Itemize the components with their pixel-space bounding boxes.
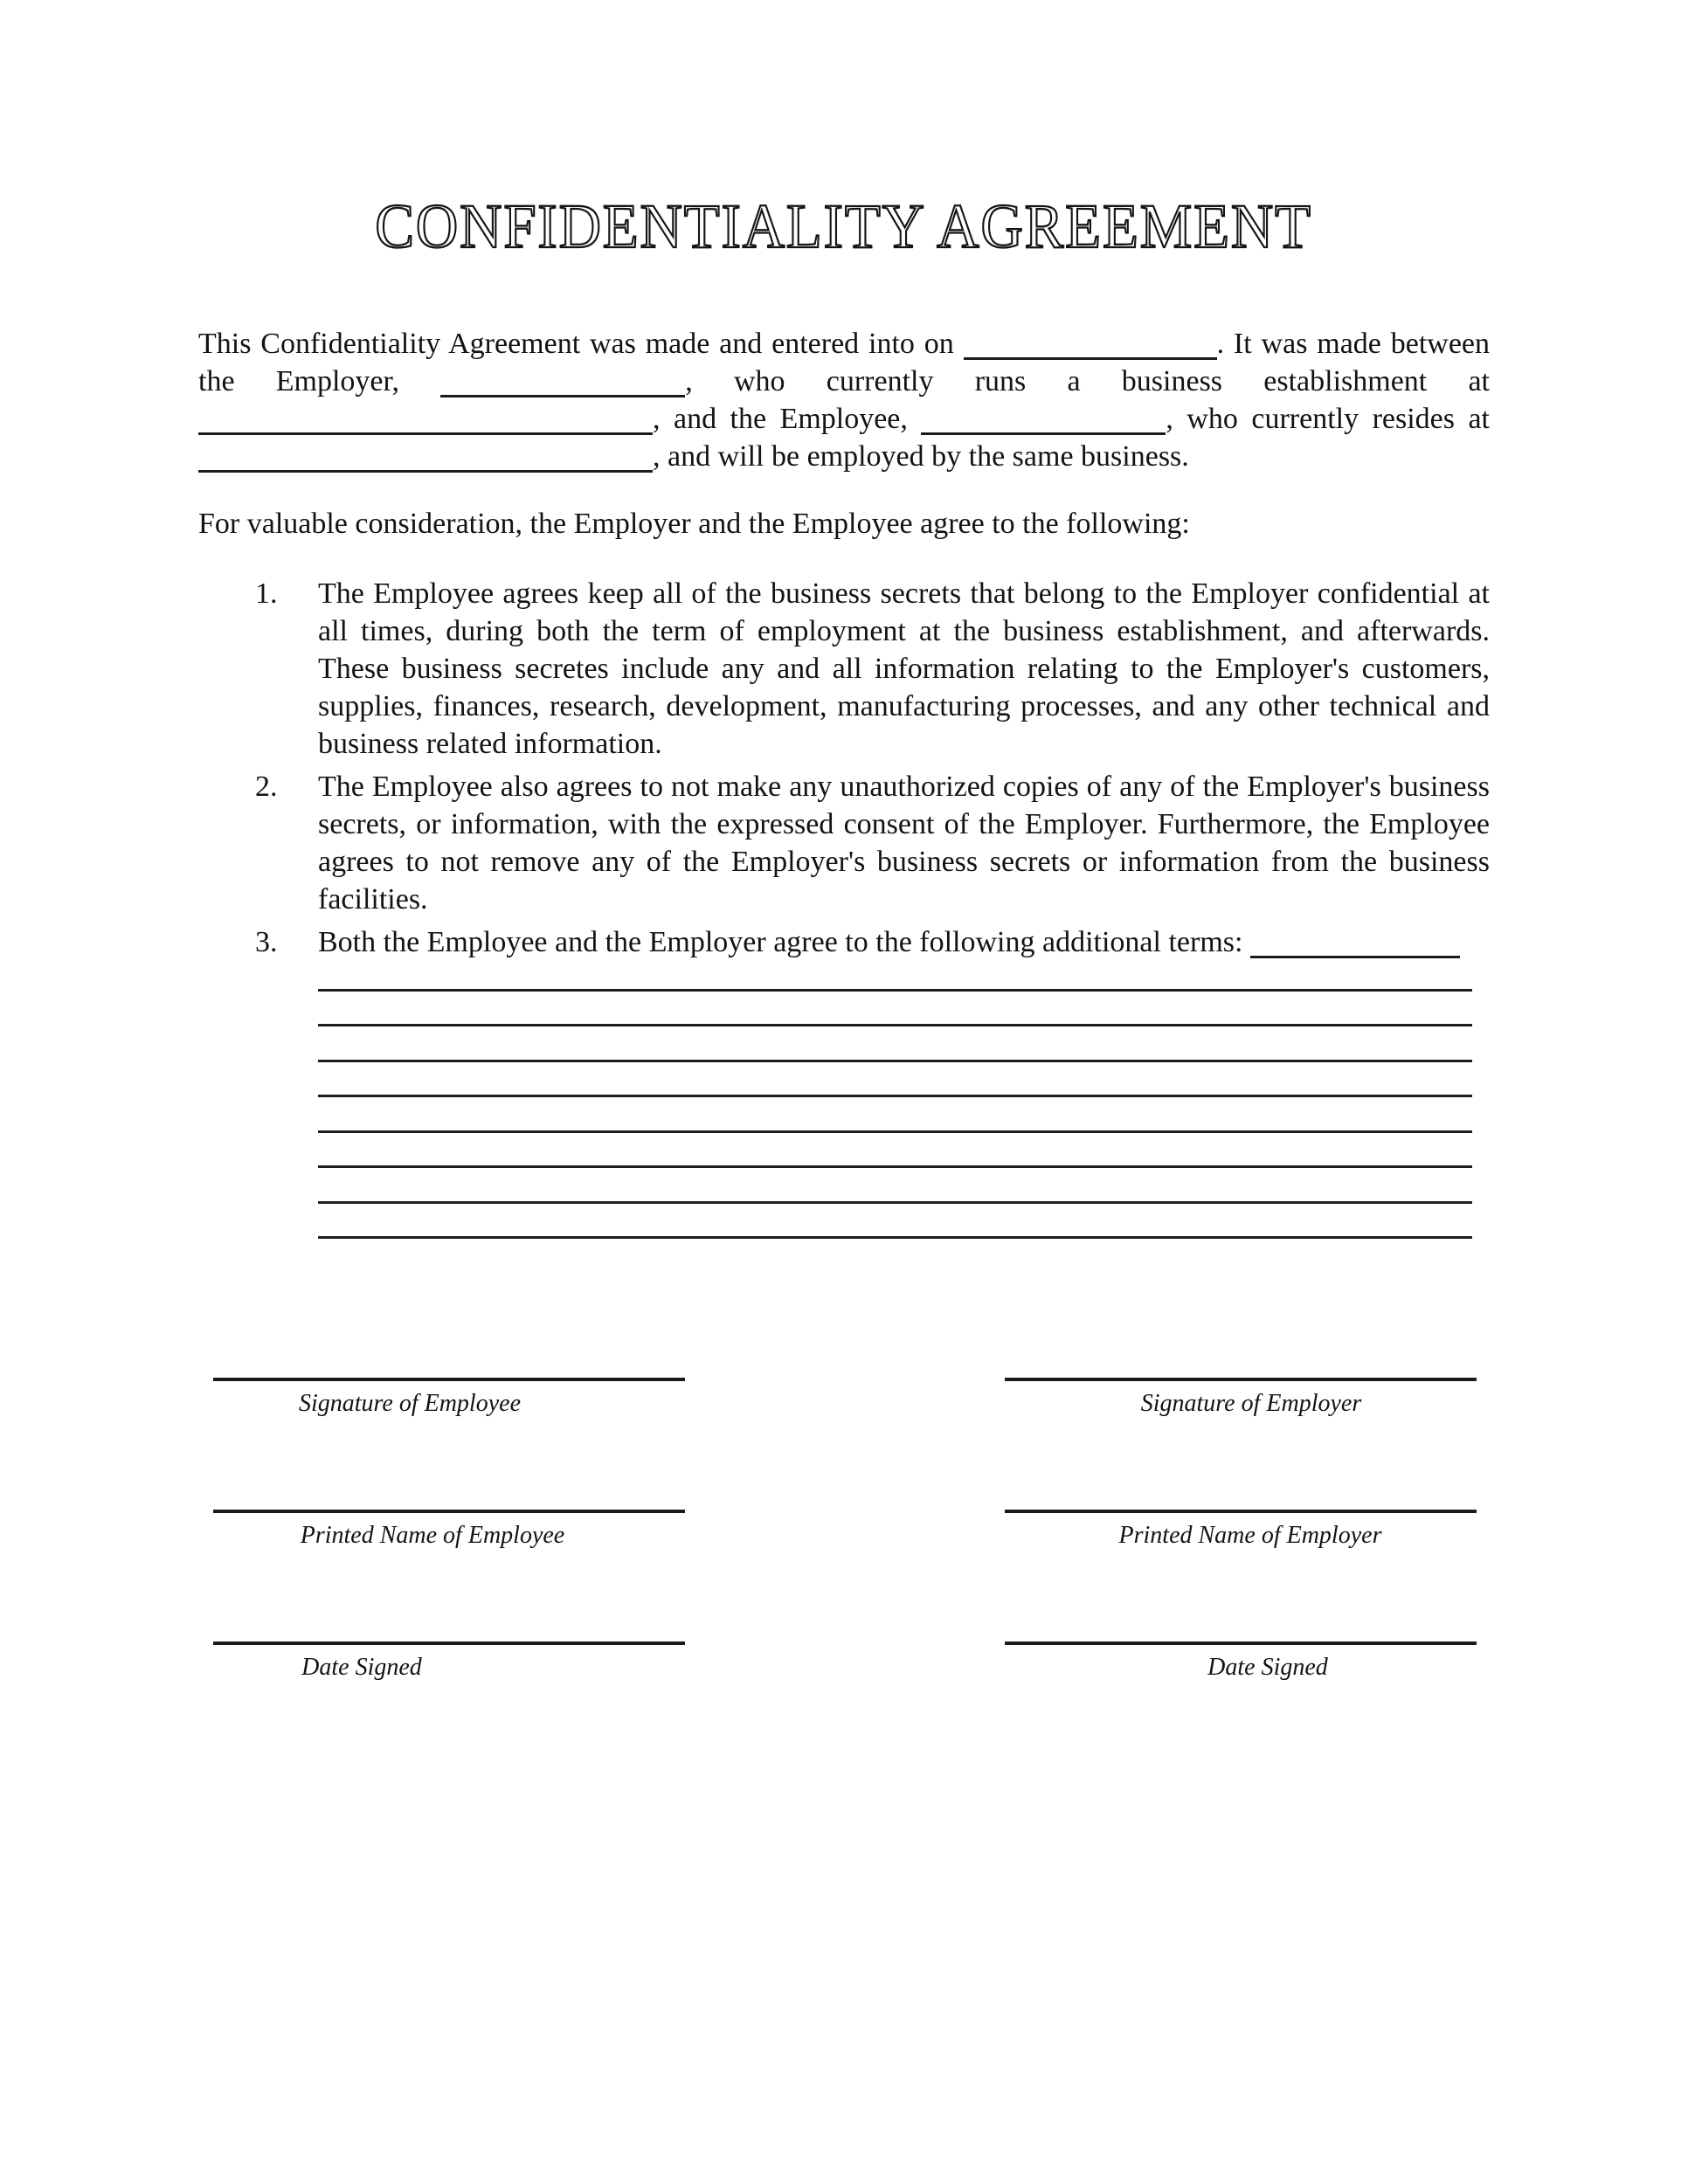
clause-text: Both the Employee and the Employer agree to the following additional terms: — [318, 923, 1490, 961]
writing-line[interactable] — [318, 1204, 1472, 1240]
writing-line[interactable] — [318, 1133, 1472, 1169]
signature-label: Signature of Employer — [1140, 1390, 1362, 1417]
fill-in-blank[interactable] — [964, 357, 1217, 360]
page-title — [198, 191, 1490, 261]
signature-section — [198, 1378, 1490, 1683]
signature-line[interactable] — [213, 1510, 685, 1513]
clause-number: 2. — [255, 771, 278, 803]
signature-label: Printed Name of Employer — [1118, 1522, 1382, 1549]
signature-line[interactable] — [1005, 1510, 1477, 1513]
clause-item — [255, 923, 1490, 961]
signature-label: Signature of Employee — [298, 1390, 521, 1417]
clause-list — [255, 575, 1490, 961]
clause-number: 3. — [255, 926, 278, 958]
signature-block — [213, 1510, 685, 1552]
clause-text: The Employee also agrees to not make any unauthorized copies of any of the Employer's business secrets, or information, with the expressed consent of the Employer. Furthermore, the Employee agrees to not remove any of the Employer's business secrets or information from the business facilities. — [318, 771, 1490, 916]
signature-line[interactable] — [1005, 1641, 1477, 1645]
signature-block — [213, 1378, 685, 1420]
fill-in-blank[interactable] — [921, 432, 1166, 435]
fill-in-blank[interactable] — [198, 470, 653, 473]
clause-item — [255, 768, 1490, 918]
signature-label: Date Signed — [1207, 1654, 1328, 1681]
writing-line[interactable] — [318, 1062, 1472, 1098]
writing-line[interactable] — [318, 1026, 1472, 1062]
consideration-line: For valuable consideration, the Employer and the Employee agree to the following: — [198, 508, 1190, 540]
signature-line[interactable] — [213, 1641, 685, 1645]
clause-item — [255, 575, 1490, 763]
writing-line[interactable] — [318, 1097, 1472, 1133]
writing-line[interactable] — [318, 992, 1472, 1027]
signature-column-left — [213, 1378, 685, 1683]
additional-terms-lines — [318, 956, 1472, 1239]
signature-block — [213, 1641, 685, 1683]
clause-number: 1. — [255, 577, 278, 610]
signature-block — [1005, 1641, 1477, 1683]
signature-block — [1005, 1378, 1477, 1420]
signature-column-right — [1005, 1378, 1477, 1683]
page-title-text: CONFIDENTIALITY AGREEMENT — [375, 191, 1313, 261]
additional-terms-blank[interactable] — [1250, 956, 1460, 958]
signature-line[interactable] — [1005, 1378, 1477, 1381]
writing-line[interactable] — [318, 1168, 1472, 1204]
writing-line[interactable] — [318, 956, 1472, 992]
fill-in-blank[interactable] — [440, 395, 685, 397]
signature-label: Date Signed — [301, 1654, 422, 1681]
signature-line[interactable] — [213, 1378, 685, 1381]
signature-label: Printed Name of Employee — [300, 1522, 565, 1549]
signature-block — [1005, 1510, 1477, 1552]
intro-paragraph: This Confidentiality Agreement was made and entered into on . It was made between the Employer, , who currently runs a business establishment at , and the Employee, , who currently resides at , and will be employed by the same business. — [198, 328, 1491, 473]
fill-in-blank[interactable] — [198, 432, 653, 435]
clause-text: The Employee agrees keep all of the business secrets that belong to the Employer confidential at all times, during both the term of employment at the business establishment, and afterwards. These business secretes include any and all information relating to the Employer's customers, supplies, finances, research, development, manufacturing processes, and any other technical and business related information. — [318, 577, 1490, 760]
